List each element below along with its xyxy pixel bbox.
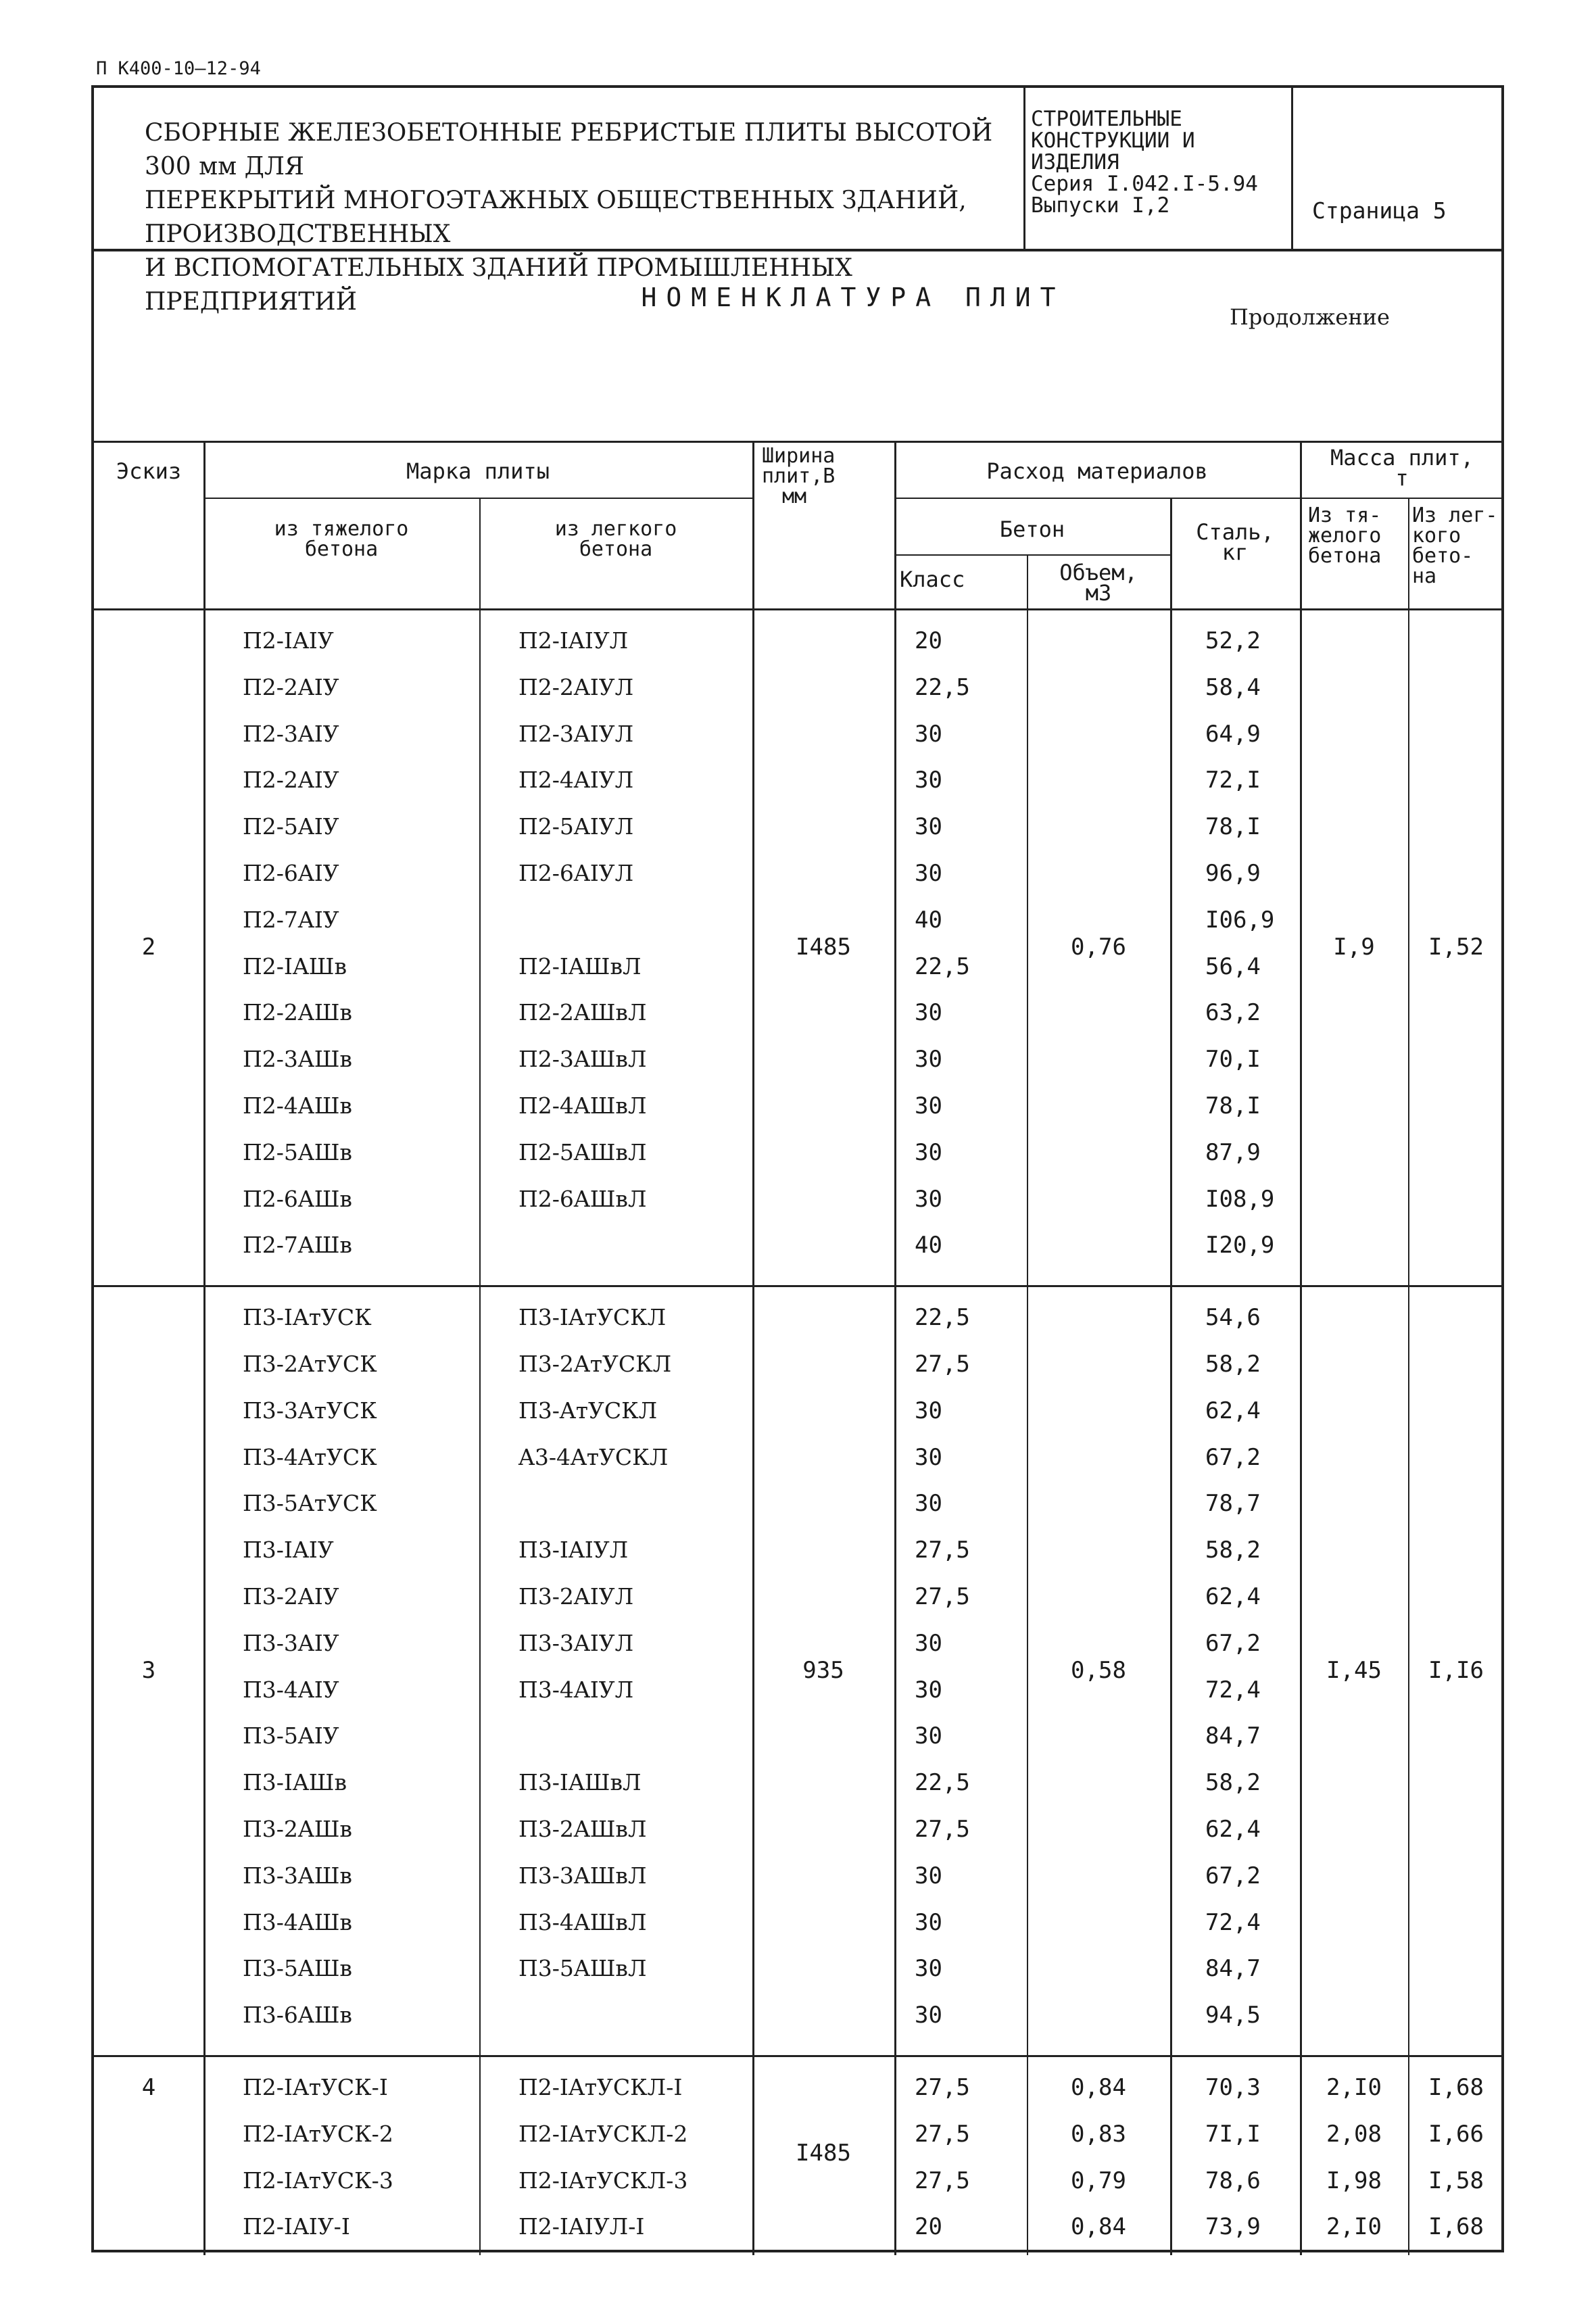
header-text: на bbox=[1412, 564, 1437, 588]
section-title: НОМЕНКЛАТУРА ПЛИТ bbox=[641, 283, 1065, 312]
steel-consumption: 70,I bbox=[1205, 1046, 1261, 1073]
mark-light: П2-IAIУЛ-I bbox=[518, 2213, 645, 2240]
mass-light: I,52 bbox=[1428, 933, 1484, 961]
steel-consumption: 64,9 bbox=[1205, 720, 1261, 748]
steel-consumption: 58,4 bbox=[1205, 673, 1261, 701]
mark-heavy: П3-5AШв bbox=[243, 1955, 352, 1982]
concrete-class: 30 bbox=[915, 767, 942, 794]
series-block bbox=[1025, 88, 1293, 251]
steel-consumption: 62,4 bbox=[1205, 1397, 1261, 1424]
header-text: Масса плит, bbox=[1330, 445, 1474, 471]
steel-consumption: 62,4 bbox=[1205, 1583, 1261, 1610]
table-rule bbox=[894, 498, 1504, 499]
concrete-class: 30 bbox=[915, 1138, 942, 1166]
concrete-class: 30 bbox=[915, 999, 942, 1027]
concrete-class: 22,5 bbox=[915, 1769, 970, 1797]
mark-light: П3-3AШвЛ bbox=[518, 1862, 647, 1889]
mark-heavy: П2-2AIУ bbox=[243, 673, 339, 700]
mark-light: П3-4AШвЛ bbox=[518, 1908, 647, 1935]
header-mass-heavy bbox=[1300, 506, 1416, 566]
mass-heavy: 2,I0 bbox=[1326, 2213, 1382, 2241]
slab-width: I485 bbox=[796, 2140, 851, 2167]
header-text: бетона bbox=[304, 537, 379, 561]
header-text: кг bbox=[1222, 539, 1249, 565]
mark-heavy: П2-IAтУСК-I bbox=[243, 2074, 388, 2100]
header-mark-heavy bbox=[203, 519, 479, 560]
table-rule bbox=[894, 441, 896, 2255]
mark-light: П2-4AШвЛ bbox=[518, 1092, 647, 1119]
mark-heavy: П2-3AIУ bbox=[243, 720, 339, 747]
steel-consumption: 70,3 bbox=[1205, 2074, 1261, 2101]
steel-consumption: 67,2 bbox=[1205, 1862, 1261, 1889]
steel-consumption: 58,2 bbox=[1205, 1537, 1261, 1564]
steel-consumption: 58,2 bbox=[1205, 1769, 1261, 1797]
mark-heavy: П3-2AIУ bbox=[243, 1583, 339, 1610]
table-top-rule bbox=[94, 441, 1504, 443]
mark-heavy: П3-IAIУ bbox=[243, 1537, 334, 1564]
mark-heavy: П3-4AтУСК bbox=[243, 1443, 377, 1470]
concrete-volume: 0,84 bbox=[1071, 2074, 1126, 2101]
header-text: Ширина bbox=[762, 444, 836, 468]
mark-heavy: П3-3AШв bbox=[243, 1862, 352, 1889]
header-volume bbox=[1027, 560, 1170, 606]
title-line: СБОРНЫЕ ЖЕЛЕЗОБЕТОННЫЕ РЕБРИСТЫЕ ПЛИТЫ ВЫСОТОЙ 300 мм ДЛЯ bbox=[145, 119, 993, 180]
mark-light: П2-IAтУСКЛ-3 bbox=[518, 2167, 688, 2194]
mark-heavy: П3-IAтУСК bbox=[243, 1304, 372, 1331]
series-info bbox=[1031, 108, 1258, 216]
header-width bbox=[752, 446, 904, 507]
title-line: ПЕРЕКРЫТИЙ МНОГОЭТАЖНЫХ ОБЩЕСТВЕННЫХ ЗДАНИЙ, ПРОИЗВОДСТВЕННЫХ bbox=[145, 187, 967, 248]
steel-consumption: 72,I bbox=[1205, 767, 1261, 794]
concrete-class: 30 bbox=[915, 860, 942, 887]
mark-light: П2-IAтУСКЛ-I bbox=[518, 2074, 683, 2100]
mark-heavy: П3-3AIУ bbox=[243, 1629, 339, 1656]
header-text: Объем, bbox=[1059, 560, 1138, 585]
series-line: СТРОИТЕЛЬНЫЕ bbox=[1031, 107, 1182, 131]
mark-heavy: П3-5AтУСК bbox=[243, 1490, 377, 1517]
steel-consumption: 63,2 bbox=[1205, 999, 1261, 1027]
mark-heavy: П2-4AШв bbox=[243, 1092, 352, 1119]
mark-heavy: П2-6AШв bbox=[243, 1185, 352, 1212]
header-text: Сталь, bbox=[1196, 519, 1274, 545]
mark-heavy: П2-IAтУСК-2 bbox=[243, 2120, 393, 2147]
table-rule bbox=[479, 498, 481, 2255]
mark-light: П2-6AШвЛ bbox=[518, 1185, 647, 1212]
steel-consumption: 72,4 bbox=[1205, 1908, 1261, 1936]
mass-light: I,68 bbox=[1428, 2074, 1484, 2101]
concrete-class: 27,5 bbox=[915, 1583, 970, 1610]
sketch-number: 4 bbox=[141, 2074, 156, 2101]
steel-consumption: 54,6 bbox=[1205, 1304, 1261, 1332]
mark-heavy: П2-6AIУ bbox=[243, 860, 339, 886]
concrete-class: 30 bbox=[915, 1185, 942, 1213]
header-text: мм bbox=[782, 485, 807, 508]
concrete-volume: 0,58 bbox=[1071, 1656, 1126, 1684]
steel-consumption: 58,2 bbox=[1205, 1351, 1261, 1378]
concrete-class: 22,5 bbox=[915, 1304, 970, 1332]
steel-consumption: 78,I bbox=[1205, 1092, 1261, 1119]
table-rule bbox=[752, 441, 754, 2255]
mark-light: П2-5AШвЛ bbox=[518, 1138, 647, 1165]
mark-light: П2-3AIУЛ bbox=[518, 720, 634, 747]
mark-light: П3-3AIУЛ bbox=[518, 1629, 634, 1656]
concrete-class: 27,5 bbox=[915, 1537, 970, 1564]
header-class: Класс bbox=[900, 566, 965, 592]
steel-consumption: I06,9 bbox=[1205, 906, 1275, 934]
header-mass bbox=[1300, 445, 1504, 491]
header-mass-light bbox=[1408, 506, 1508, 587]
mark-heavy: П2-7AШв bbox=[243, 1232, 352, 1259]
header-concrete: Бетон bbox=[999, 516, 1065, 542]
steel-consumption: 87,9 bbox=[1205, 1138, 1261, 1166]
mark-heavy: П3-IAШв bbox=[243, 1769, 347, 1796]
steel-consumption: 67,2 bbox=[1205, 1443, 1261, 1471]
mark-light: П2-IAтУСКЛ-2 bbox=[518, 2120, 688, 2147]
concrete-class: 30 bbox=[915, 1722, 942, 1750]
mass-heavy: 2,08 bbox=[1326, 2120, 1382, 2148]
mark-light: П3-IAтУСКЛ bbox=[518, 1304, 667, 1331]
series-line: КОНСТРУКЦИИ И bbox=[1031, 128, 1195, 153]
concrete-class: 22,5 bbox=[915, 673, 970, 701]
table-header-bottom-rule bbox=[94, 608, 1504, 610]
steel-consumption: 78,6 bbox=[1205, 2167, 1261, 2194]
concrete-volume: 0,79 bbox=[1071, 2167, 1126, 2194]
header-text: из легкого bbox=[554, 517, 677, 541]
mark-light: A3-4AтУСКЛ bbox=[518, 1443, 669, 1470]
concrete-class: 30 bbox=[915, 1443, 942, 1471]
mass-light: I,66 bbox=[1428, 2120, 1484, 2148]
concrete-class: 30 bbox=[915, 1676, 942, 1704]
concrete-class: 27,5 bbox=[915, 2120, 970, 2148]
table-rule bbox=[1170, 498, 1172, 2255]
mass-heavy: I,9 bbox=[1333, 933, 1375, 961]
concrete-volume: 0,84 bbox=[1071, 2213, 1126, 2241]
steel-consumption: 96,9 bbox=[1205, 860, 1261, 887]
header-text: бето- bbox=[1412, 544, 1474, 568]
sketch-number: 2 bbox=[141, 933, 156, 961]
concrete-class: 40 bbox=[915, 1232, 942, 1259]
mark-heavy: П2-7AIУ bbox=[243, 906, 339, 933]
steel-consumption: 84,7 bbox=[1205, 1955, 1261, 1983]
title-line: И ВСПОМОГАТЕЛЬНЫХ ЗДАНИЙ ПРОМЫШЛЕННЫХ ПРЕДПРИЯТИЙ bbox=[145, 254, 852, 316]
page-number-block bbox=[1293, 88, 1504, 251]
mark-heavy: П2-2AШв bbox=[243, 999, 352, 1026]
mark-heavy: П2-IAтУСК-3 bbox=[243, 2167, 393, 2194]
slab-width: I485 bbox=[796, 933, 851, 961]
steel-consumption: 84,7 bbox=[1205, 1722, 1261, 1750]
mark-heavy: П2-5AШв bbox=[243, 1138, 352, 1165]
mark-light: П2-IAIУЛ bbox=[518, 627, 629, 654]
mark-heavy: П2-IAIУ bbox=[243, 627, 334, 654]
header-text: бетона bbox=[579, 537, 653, 561]
concrete-class: 20 bbox=[915, 627, 942, 654]
concrete-class: 27,5 bbox=[915, 1816, 970, 1843]
header-text: Из тя- bbox=[1308, 504, 1382, 527]
sketch-number: 3 bbox=[141, 1656, 156, 1684]
header-steel bbox=[1170, 519, 1300, 565]
header-text: м3 bbox=[1085, 580, 1112, 606]
concrete-class: 30 bbox=[915, 1955, 942, 1983]
group-separator bbox=[94, 2055, 1504, 2057]
mark-heavy: П3-4AШв bbox=[243, 1908, 352, 1935]
header-text: кого bbox=[1412, 524, 1461, 548]
document-code: П К400-10—12-94 bbox=[96, 58, 261, 79]
mark-light: П2-4AIУЛ bbox=[518, 767, 634, 794]
group-separator bbox=[94, 1285, 1504, 1287]
concrete-class: 22,5 bbox=[915, 952, 970, 980]
concrete-class: 27,5 bbox=[915, 2074, 970, 2101]
series-line: Выпуски I,2 bbox=[1031, 193, 1170, 218]
concrete-class: 30 bbox=[915, 1908, 942, 1936]
mass-heavy: I,45 bbox=[1326, 1656, 1382, 1684]
header-sketch: Эскиз bbox=[116, 458, 182, 484]
mark-heavy: П2-3AШв bbox=[243, 1046, 352, 1073]
table-rule bbox=[1408, 498, 1409, 2255]
mark-light: П3-IAIУЛ bbox=[518, 1537, 629, 1564]
steel-consumption: 73,9 bbox=[1205, 2213, 1261, 2241]
concrete-class: 30 bbox=[915, 1092, 942, 1119]
concrete-class: 30 bbox=[915, 1046, 942, 1073]
concrete-class: 30 bbox=[915, 813, 942, 841]
concrete-class: 30 bbox=[915, 1629, 942, 1657]
header-mark-light bbox=[479, 519, 752, 560]
concrete-volume: 0,76 bbox=[1071, 933, 1126, 961]
mark-heavy: П3-3AтУСК bbox=[243, 1397, 377, 1424]
header-text: бетона bbox=[1308, 544, 1382, 568]
steel-consumption: I20,9 bbox=[1205, 1232, 1275, 1259]
mark-heavy: П3-5AIУ bbox=[243, 1722, 339, 1750]
concrete-class: 30 bbox=[915, 1862, 942, 1889]
concrete-class: 27,5 bbox=[915, 1351, 970, 1378]
header-materials: Расход материалов bbox=[986, 458, 1208, 484]
mark-light: П3-5AШвЛ bbox=[518, 1955, 647, 1982]
header-text: плит,В bbox=[762, 464, 836, 488]
page-number: Страница 5 bbox=[1312, 197, 1447, 224]
mark-heavy: П3-4AIУ bbox=[243, 1676, 339, 1703]
steel-consumption: 94,5 bbox=[1205, 2002, 1261, 2029]
mark-light: П2-3AШвЛ bbox=[518, 1046, 647, 1073]
steel-consumption: 78,7 bbox=[1205, 1490, 1261, 1518]
mark-light: П3-AтУСКЛ bbox=[518, 1397, 658, 1424]
continuation-label: Продолжение bbox=[1230, 304, 1390, 330]
mass-heavy: I,98 bbox=[1326, 2167, 1382, 2194]
concrete-class: 27,5 bbox=[915, 2167, 970, 2194]
mass-light: I,I6 bbox=[1428, 1656, 1484, 1684]
slab-width: 935 bbox=[802, 1656, 844, 1684]
mark-light: П2-6AIУЛ bbox=[518, 860, 634, 886]
mark-heavy: П2-5AIУ bbox=[243, 813, 339, 840]
steel-consumption: I08,9 bbox=[1205, 1185, 1275, 1213]
header-text: Из лег- bbox=[1412, 504, 1498, 527]
table-rule bbox=[1300, 441, 1302, 2255]
series-line: ИЗДЕЛИЯ bbox=[1031, 150, 1119, 174]
concrete-class: 40 bbox=[915, 906, 942, 934]
header-text: т bbox=[1395, 465, 1409, 491]
mark-heavy: П2-IAIУ-I bbox=[243, 2213, 350, 2240]
table-rule bbox=[203, 498, 752, 499]
mark-light: П3-2AШвЛ bbox=[518, 1816, 647, 1842]
steel-consumption: 62,4 bbox=[1205, 1816, 1261, 1843]
mark-light: П3-IAШвЛ bbox=[518, 1769, 642, 1796]
steel-consumption: 52,2 bbox=[1205, 627, 1261, 654]
steel-consumption: 56,4 bbox=[1205, 952, 1261, 980]
mass-light: I,68 bbox=[1428, 2213, 1484, 2241]
header-mark: Марка плиты bbox=[406, 458, 550, 484]
steel-consumption: 67,2 bbox=[1205, 1629, 1261, 1657]
table-rule bbox=[203, 441, 205, 2255]
steel-consumption: 7I,I bbox=[1205, 2120, 1261, 2148]
steel-consumption: 78,I bbox=[1205, 813, 1261, 841]
concrete-class: 30 bbox=[915, 2002, 942, 2029]
mark-light: П3-4AIУЛ bbox=[518, 1676, 634, 1703]
table-rule bbox=[1027, 554, 1028, 2255]
header-text: желого bbox=[1308, 524, 1382, 548]
mark-light: П2-2AIУЛ bbox=[518, 673, 634, 700]
mark-light: П3-2AIУЛ bbox=[518, 1583, 634, 1610]
mark-light: П3-2AтУСКЛ bbox=[518, 1351, 672, 1377]
mark-heavy: П2-IAШв bbox=[243, 952, 347, 980]
concrete-volume: 0,83 bbox=[1071, 2120, 1126, 2148]
series-line: Серия I.042.I-5.94 bbox=[1031, 172, 1258, 196]
mark-heavy: П3-6AШв bbox=[243, 2002, 352, 2029]
concrete-class: 30 bbox=[915, 720, 942, 748]
page-frame bbox=[91, 85, 1504, 2252]
table-rule bbox=[894, 554, 1170, 556]
steel-consumption: 72,4 bbox=[1205, 1676, 1261, 1704]
mark-heavy: П3-2AтУСК bbox=[243, 1351, 377, 1377]
mass-heavy: 2,I0 bbox=[1326, 2074, 1382, 2101]
mark-light: П2-5AIУЛ bbox=[518, 813, 634, 840]
mark-light: П2-IAШвЛ bbox=[518, 952, 642, 980]
mark-heavy: П2-2AIУ bbox=[243, 767, 339, 794]
mass-light: I,58 bbox=[1428, 2167, 1484, 2194]
concrete-class: 20 bbox=[915, 2213, 942, 2241]
concrete-class: 30 bbox=[915, 1397, 942, 1424]
concrete-class: 30 bbox=[915, 1490, 942, 1518]
mark-light: П2-2AШвЛ bbox=[518, 999, 647, 1026]
header-text: из тяжелого bbox=[274, 517, 409, 541]
mark-heavy: П3-2AШв bbox=[243, 1816, 352, 1842]
